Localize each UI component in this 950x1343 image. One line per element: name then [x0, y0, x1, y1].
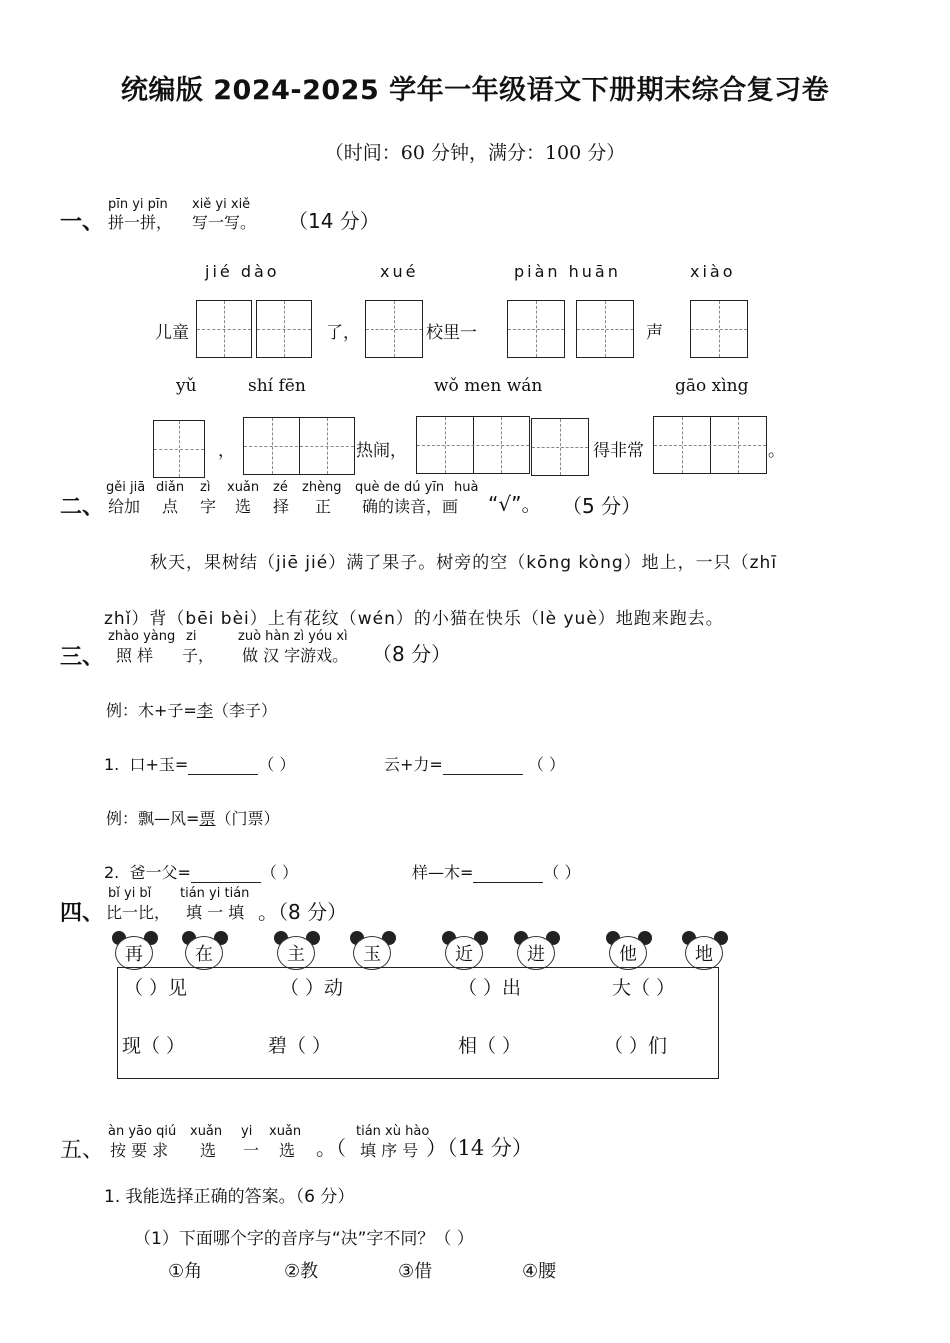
s5-pinyin: xuǎn: [190, 1124, 223, 1139]
s5-text: 填 序 号: [360, 1141, 419, 1160]
panda-word-card: 在: [182, 934, 228, 972]
fill-item[interactable]: 大（ ）: [612, 977, 676, 999]
s2-pinyin: diǎn: [156, 480, 185, 495]
fill-item[interactable]: 碧（ ）: [268, 1035, 332, 1057]
s2-pinyin: huà: [454, 480, 479, 495]
s5-text: 选: [279, 1141, 296, 1160]
s3-score: （8 分）: [372, 642, 452, 666]
fill-item[interactable]: 现（ ）: [122, 1035, 186, 1057]
s2-text: 给加: [108, 497, 141, 516]
writing-grid[interactable]: [576, 300, 634, 358]
writing-grid-double[interactable]: [653, 416, 767, 474]
writing-grid[interactable]: [531, 418, 589, 476]
section-4-number: 四、: [60, 901, 105, 926]
s2-pinyin: què de dú yīn: [355, 480, 445, 495]
fill-item[interactable]: （ ）们: [604, 1035, 668, 1057]
s5-score: ）（14 分）: [426, 1136, 533, 1160]
s1-row1-pinyin: jié dào: [205, 262, 280, 281]
panda-word-card: 近: [442, 934, 488, 972]
s3-text: 照 样: [116, 646, 154, 665]
s4-pinyin-a: bǐ yi bǐ: [108, 886, 152, 901]
s2-score: （5 分）: [562, 494, 642, 518]
page-title: 统编版 2024-2025 学年一年级语文下册期末综合复习卷: [120, 75, 830, 106]
s1-text-a: 拼一拼，: [108, 213, 173, 232]
s1-row2-pinyin: shí fēn: [248, 376, 306, 396]
s3-question-2b: 样—木= （ ）: [412, 863, 581, 882]
s1-row2-text: 得非常: [593, 441, 644, 461]
writing-grid-double[interactable]: [416, 416, 530, 474]
s3-pinyin: zi: [186, 629, 197, 644]
s2-pinyin: xuǎn: [227, 480, 260, 495]
writing-grid[interactable]: [690, 300, 748, 358]
s1-row1-pinyin: xiào: [690, 262, 736, 281]
s3-text: 做 汉 字游戏。: [242, 646, 349, 665]
s4-pinyin-b: tián yi tián: [180, 886, 250, 901]
s1-score: （14 分）: [288, 209, 380, 233]
s2-text: 点: [162, 497, 179, 516]
s3-pinyin: zhào yàng: [108, 629, 176, 644]
s5-pinyin: yi: [241, 1124, 253, 1139]
s5-text: 。（: [316, 1136, 346, 1160]
s3-question-1: 1. 口+玉= （ ）: [104, 755, 296, 774]
fill-item[interactable]: 相（ ）: [458, 1035, 522, 1057]
s4-text-b: 填 一 填: [186, 903, 245, 922]
s5-pinyin: tián xù hào: [356, 1124, 430, 1139]
fill-item[interactable]: （ ）见: [124, 977, 188, 999]
s4-text-a: 比一比，: [106, 903, 171, 922]
s5-text: 一: [243, 1141, 260, 1160]
s2-text: 确的读音，画: [362, 497, 459, 516]
s2-checkmark-instruction: “√”。: [488, 492, 542, 516]
s3-example-1: 例：木+子=李（李子）: [106, 701, 277, 720]
s2-passage-line1: 秋天，果树结（jiē jié）满了果子。树旁的空（kōng kòng）地上，一只（zhī: [150, 553, 778, 573]
s1-text-b: 写一写。: [192, 213, 257, 232]
s2-text: 择: [273, 497, 290, 516]
s5-text: 按 要 求: [110, 1141, 169, 1160]
s5-text: 选: [200, 1141, 217, 1160]
s5-question-1-1: （1）下面哪个字的音序与“决”字不同？（ ）: [134, 1229, 474, 1249]
option-2[interactable]: ②教: [284, 1261, 319, 1282]
section-1-number: 一、: [60, 210, 105, 235]
s1-row1-text: 儿童: [155, 323, 189, 343]
s3-question-2: 2. 爸一父= （ ）: [104, 863, 298, 882]
s2-pinyin: zì: [200, 480, 211, 495]
section-5-number: 五、: [60, 1138, 105, 1163]
s2-text: 选: [235, 497, 252, 516]
s2-pinyin: zé: [273, 480, 288, 495]
panda-word-card: 进: [514, 934, 560, 972]
s1-row2-text: 。: [768, 441, 785, 461]
s1-row1-text: 校里一: [426, 323, 477, 343]
s2-pinyin: zhèng: [302, 480, 342, 495]
s1-row2-text: ，: [218, 441, 235, 461]
s5-pinyin: àn yāo qiú: [108, 1124, 177, 1139]
s1-row1-text: 声: [646, 323, 663, 343]
option-3[interactable]: ③借: [398, 1261, 433, 1282]
s5-question-1: 1. 我能选择正确的答案。（6 分）: [104, 1187, 355, 1207]
writing-grid[interactable]: [507, 300, 565, 358]
s2-text: 字: [200, 497, 217, 516]
panda-word-card: 地: [682, 934, 728, 972]
option-1[interactable]: ①角: [168, 1261, 203, 1282]
panda-word-card: 他: [606, 934, 652, 972]
option-4[interactable]: ④腰: [522, 1261, 557, 1282]
fill-item[interactable]: （ ）动: [280, 977, 344, 999]
s2-pinyin: gěi jiā: [106, 480, 146, 495]
s1-row2-text: 热闹，: [356, 441, 407, 461]
section-3-number: 三、: [60, 645, 105, 670]
answer-blank[interactable]: [191, 863, 261, 883]
s2-text: 正: [315, 497, 332, 516]
panda-word-card: 再: [112, 934, 158, 972]
s3-question-1b: 云+力= （ ）: [384, 755, 566, 774]
s1-pinyin-a: pīn yi pīn: [108, 197, 168, 212]
s1-row1-pinyin: xué: [380, 262, 419, 281]
answer-blank[interactable]: [443, 755, 523, 775]
s2-passage-line2: zhǐ）背（bēi bèi）上有花纹（wén）的小猫在快乐（lè yuè）地跑来跑去。: [104, 609, 724, 629]
s1-row1-pinyin: piàn huān: [514, 262, 621, 281]
panda-word-card: 玉: [350, 934, 396, 972]
s1-row2-pinyin: gāo xìng: [675, 376, 749, 396]
s5-pinyin: xuǎn: [269, 1124, 302, 1139]
writing-grid[interactable]: [365, 300, 423, 358]
writing-grid[interactable]: [196, 300, 252, 358]
fill-item[interactable]: （ ）出: [458, 977, 522, 999]
writing-grid[interactable]: [256, 300, 312, 358]
section-2-number: 二、: [60, 495, 105, 520]
s3-example-2: 例：飘—风=票（门票）: [106, 809, 280, 828]
panda-word-card: 主: [274, 934, 320, 972]
answer-blank[interactable]: [473, 863, 543, 883]
s1-row1-text: 了，: [326, 323, 360, 343]
s4-score: 。（8 分）: [258, 900, 348, 924]
writing-grid[interactable]: [153, 420, 205, 478]
writing-grid-double[interactable]: [243, 417, 355, 475]
s3-text: 子，: [182, 646, 215, 665]
s3-pinyin: zuò hàn zì yóu xì: [238, 629, 348, 644]
answer-blank[interactable]: [188, 755, 258, 775]
s1-pinyin-b: xiě yi xiě: [192, 197, 251, 212]
s1-row2-pinyin: yǔ: [176, 376, 197, 396]
exam-info: （时间：60 分钟，满分：100 分）: [324, 142, 626, 164]
s1-row2-pinyin: wǒ men wán: [434, 376, 543, 396]
